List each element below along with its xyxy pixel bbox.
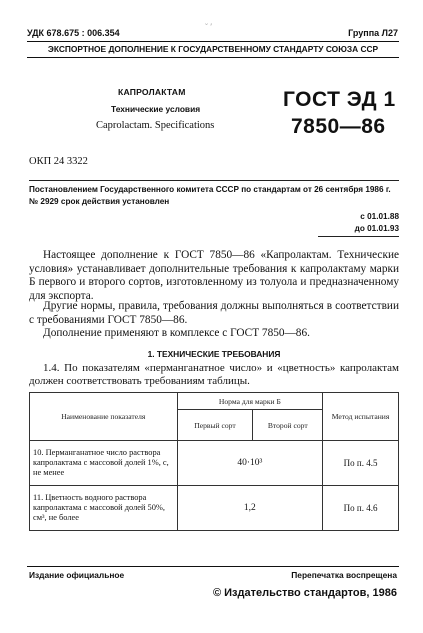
okp-code: ОКП 24 3322 (29, 156, 88, 167)
header-first-grade: Первый сорт (177, 410, 253, 441)
group-code: Группа Л27 (348, 28, 398, 38)
udk-code: УДК 678.675 : 006.354 (27, 28, 120, 38)
table-row (30, 486, 399, 531)
other-norms-text: Другие нормы, правила, требования должны выполняться в соответствии с требованиями ГОСТ 7850—86. (29, 300, 399, 326)
row-value: 40·10³ (177, 441, 323, 486)
header-norm: Норма для марки Б (177, 393, 323, 410)
intro-paragraph-text: Настоящее дополнение к ГОСТ 7850—86 «Капролактам. Технические условия» устанавливает дополнительные требования к капролактаму марки Б первого и второго сортов, изготовленному из толуола и предназначенному для экспорта. (29, 249, 399, 302)
header-indicator: Наименование показателя (30, 393, 178, 441)
document-title-english: Caprolactam. Specifications (96, 120, 215, 131)
copyright-notice: © Издательство стандартов, 1986 (212, 587, 397, 599)
requirements-table (29, 392, 399, 531)
other-norms-paragraph (29, 300, 399, 327)
section-paragraph (29, 362, 399, 387)
row-value: 1,2 (177, 486, 323, 531)
decree-text: Постановлением Государственного комитета СССР по стандартам от 26 сентября 1986 г. № 2929 срок действия установлен (29, 185, 391, 206)
scope-text: Дополнение применяют в комплексе с ГОСТ 7850—86. (43, 327, 310, 339)
footer-rule (27, 566, 399, 567)
reprint-notice: Перепечатка воспрещена (291, 570, 397, 580)
document-subtitle: Технические условия (111, 104, 201, 114)
validity-to: до 01.01.93 (354, 224, 399, 233)
intro-paragraph (29, 249, 399, 303)
row-indicator: 11. Цветность водного раствора капролактама с массовой долей 50%, см³, не более (30, 486, 178, 531)
row-method: По п. 4.6 (323, 486, 399, 531)
header-method: Метод испытания (323, 393, 399, 441)
standard-number-line1: ГОСТ ЭД 1 (283, 88, 396, 111)
header-rule-top (27, 41, 399, 42)
decree-rule (29, 180, 399, 181)
validity-rule (318, 236, 399, 237)
table-row (30, 441, 399, 486)
official-edition: Издание официальное (29, 570, 125, 580)
print-mark-icon: ˘ ′ (205, 22, 213, 32)
document-title: КАПРОЛАКТАМ (118, 87, 186, 97)
section-paragraph-text: 1.4. По показателям «перманганатное число» и «цветность» капролактам должен соответствовать требованиям таблицы. (29, 362, 399, 387)
export-banner: ЭКСПОРТНОЕ ДОПОЛНЕНИЕ К ГОСУДАРСТВЕННОМУ СТАНДАРТУ СОЮЗА ССР (47, 44, 379, 54)
section-heading: 1. ТЕХНИЧЕСКИЕ ТРЕБОВАНИЯ (147, 349, 281, 359)
scope-paragraph (29, 327, 399, 341)
header-rule-bottom (27, 57, 399, 58)
row-method: По п. 4.5 (323, 441, 399, 486)
header-second-grade: Второй сорт (253, 410, 323, 441)
row-indicator: 10. Перманганатное число раствора капролактама с массовой долей 1%, с, не менее (30, 441, 178, 486)
standard-number-line2: 7850—86 (291, 115, 386, 138)
validity-from: с 01.01.88 (360, 212, 399, 221)
